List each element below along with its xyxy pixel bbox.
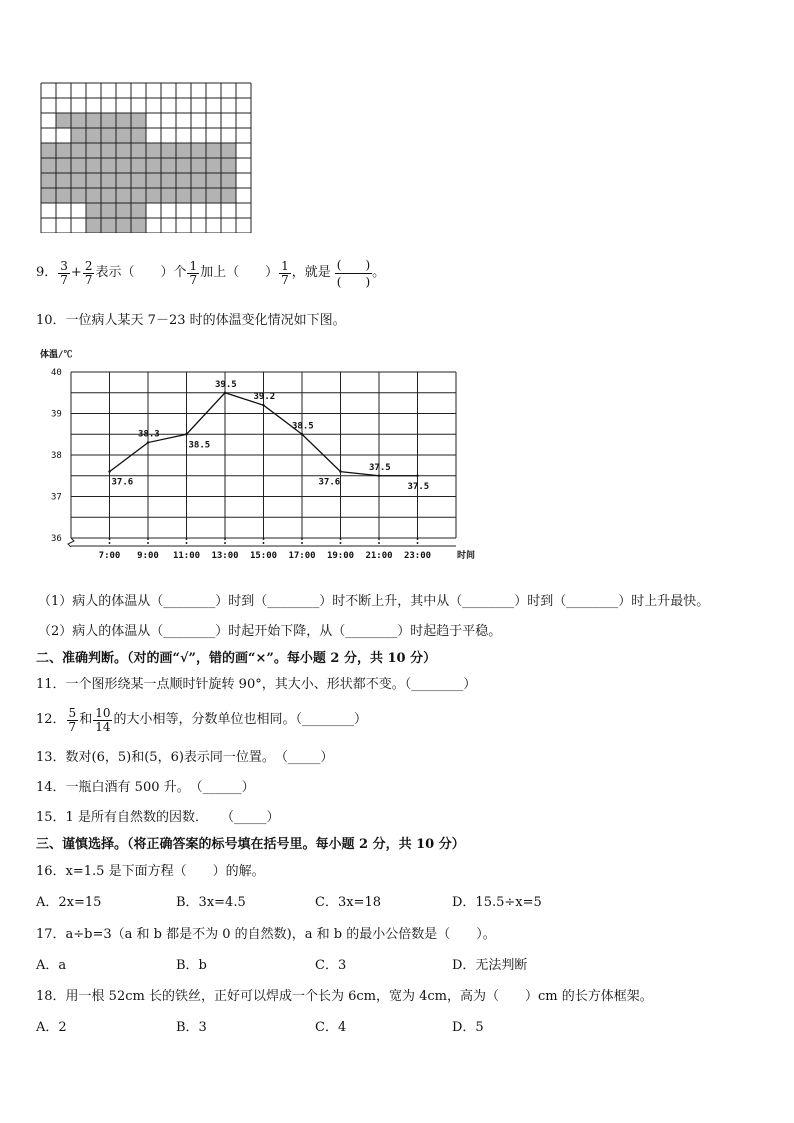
data-point — [224, 392, 226, 394]
question-12 — [36, 702, 367, 738]
shaded-cell — [206, 143, 221, 158]
data-point — [378, 475, 380, 477]
shaded-cell — [86, 158, 101, 173]
x-tick-label: 23:00 — [403, 551, 432, 561]
fraction: $\frac{2}{7}$ — [84, 258, 93, 287]
shaded-cell — [71, 143, 86, 158]
shaded-cell — [86, 203, 101, 218]
shaded-cell — [146, 173, 161, 188]
option-b[interactable]: B．3x=4.5 — [176, 895, 246, 910]
x-tick-label: 9:00 — [137, 551, 159, 561]
question-10-part-1: （1）病人的体温从（________）时到（________）时不断上升，其中从（________）时到（________）时上升最快。 — [38, 594, 710, 609]
shaded-cell — [116, 188, 131, 203]
shaded-cell — [176, 158, 191, 173]
data-point — [339, 470, 341, 472]
x-tick-label: 15:00 — [249, 551, 278, 561]
shaded-cell — [101, 203, 116, 218]
shaded-cell — [131, 173, 146, 188]
shaded-cell — [161, 143, 176, 158]
shaded-cell — [116, 203, 131, 218]
data-label: 37.6 — [318, 477, 341, 488]
question-text: 的大小相等，分数单位也相同。（________） — [113, 712, 367, 727]
shaded-cell — [206, 188, 221, 203]
fraction: $\frac{10}{14}$ — [95, 705, 111, 734]
y-axis-label: 体温/℃ — [40, 350, 73, 360]
option-c[interactable]: C．3 — [315, 958, 347, 973]
shaded-cell — [221, 143, 236, 158]
data-label: 38.5 — [292, 421, 314, 432]
shaded-cell — [191, 173, 206, 188]
shaded-grid-figure — [40, 82, 253, 233]
y-tick-label: 40 — [51, 368, 62, 378]
shaded-cell — [101, 188, 116, 203]
shaded-cell — [101, 158, 116, 173]
option-a[interactable]: A．2 — [36, 1020, 67, 1035]
answer-fraction-blank[interactable]: $\frac{( )}{( )}$ — [336, 257, 371, 289]
shaded-cell — [116, 218, 131, 233]
question-text: ，就是 — [291, 265, 331, 280]
data-point — [108, 470, 110, 472]
shaded-cell — [71, 113, 86, 128]
shaded-cell — [56, 143, 71, 158]
shaded-cell — [131, 128, 146, 143]
shaded-cell — [56, 188, 71, 203]
shaded-cell — [146, 188, 161, 203]
shaded-cell — [161, 158, 176, 173]
shaded-cell — [131, 158, 146, 173]
option-d[interactable]: D．无法判断 — [452, 958, 528, 973]
y-tick-label: 39 — [51, 409, 62, 420]
shaded-cell — [71, 173, 86, 188]
shaded-cell — [221, 173, 236, 188]
x-tick-label: 21:00 — [365, 551, 393, 561]
data-point — [185, 433, 187, 435]
question-10: 10．一位病人某天 7－23 时的体温变化情况如下图。 — [36, 313, 346, 328]
shaded-cell — [71, 158, 86, 173]
shaded-cell — [146, 143, 161, 158]
shaded-cell — [206, 173, 221, 188]
data-point — [301, 433, 303, 435]
question-17: 17．a÷b=3（a 和 b 都是不为 0 的自然数)，a 和 b 的最小公倍数是（ ）。 — [36, 927, 496, 942]
option-a[interactable]: A．2x=15 — [36, 895, 102, 910]
shaded-cell — [71, 128, 86, 143]
option-d[interactable]: D．15.5÷x=5 — [452, 895, 542, 910]
shaded-cell — [86, 218, 101, 233]
temperature-line-chart — [36, 345, 476, 580]
shaded-cell — [101, 173, 116, 188]
shaded-cell — [191, 158, 206, 173]
shaded-cell — [131, 218, 146, 233]
shaded-cell — [131, 143, 146, 158]
shaded-cell — [101, 128, 116, 143]
question-text: 加上（ ） — [200, 265, 279, 280]
question-14: 14．一瓶白酒有 500 升。 （______） — [36, 780, 255, 795]
shaded-cell — [41, 143, 56, 158]
data-label: 37.6 — [111, 477, 134, 488]
shaded-cell — [86, 128, 101, 143]
shaded-cell — [131, 113, 146, 128]
question-9 — [36, 253, 385, 293]
shaded-cell — [176, 143, 191, 158]
x-tick-label: 7:00 — [98, 551, 121, 561]
y-tick-label: 38 — [51, 451, 62, 461]
shaded-cell — [116, 113, 131, 128]
question-11: 11．一个图形绕某一点顺时针旋转 90°，其大小、形状都不变。（________） — [36, 677, 477, 692]
data-label: 38.5 — [188, 440, 211, 451]
option-a[interactable]: A．a — [36, 958, 67, 973]
question-text: 表示（ ）个 — [95, 265, 187, 280]
data-point — [147, 441, 149, 443]
shaded-cell — [86, 113, 101, 128]
fraction: $\frac{3}{7}$ — [60, 258, 68, 287]
option-d[interactable]: D．5 — [452, 1020, 484, 1035]
period: 。 — [372, 265, 386, 280]
section-2-heading: 二、准确判断。（对的画“√”，错的画“×”。每小题 2 分，共 10 分） — [36, 651, 437, 666]
shaded-cell — [161, 173, 176, 188]
option-b[interactable]: B．3 — [176, 1020, 207, 1035]
x-tick-label: 13:00 — [211, 551, 239, 561]
shaded-cell — [41, 173, 56, 188]
shaded-cell — [131, 203, 146, 218]
x-tick-label: 11:00 — [172, 551, 201, 561]
shaded-cell — [101, 113, 116, 128]
question-15: 15．1 是所有自然数的因数． （_____） — [36, 810, 280, 825]
shaded-cell — [221, 188, 236, 203]
question-number: 9． — [36, 265, 58, 280]
x-axis-label: 时间 — [456, 551, 476, 561]
shaded-cell — [41, 188, 56, 203]
x-tick-label: 19:00 — [326, 551, 355, 561]
question-number: 12． — [36, 712, 66, 727]
shaded-cell — [191, 143, 206, 158]
shaded-cell — [56, 158, 71, 173]
shaded-cell — [56, 173, 71, 188]
shaded-cell — [206, 158, 221, 173]
shaded-cell — [191, 188, 206, 203]
y-tick-label: 37 — [51, 492, 62, 503]
data-label: 39.2 — [253, 392, 276, 403]
shaded-cell — [86, 188, 101, 203]
shaded-cell — [101, 218, 116, 233]
shaded-cell — [116, 173, 131, 188]
option-c[interactable]: C．4 — [315, 1020, 347, 1035]
question-10-part-2: （2）病人的体温从（________）时起开始下降，从（________）时起趋于平稳。 — [38, 624, 502, 639]
data-label: 37.5 — [407, 481, 430, 492]
question-16: 16．x=1.5 是下面方程（ ）的解。 — [36, 864, 265, 879]
shaded-cell — [101, 143, 116, 158]
option-c[interactable]: C．3x=18 — [315, 895, 381, 910]
fraction: $\frac{1}{7}$ — [189, 258, 198, 287]
shaded-cell — [41, 158, 56, 173]
data-label: 38.3 — [138, 429, 160, 440]
question-18: 18．用一根 52cm 长的铁丝，正好可以焊成一个长为 6cm，宽为 4cm，高为（ ）cm 的长方体框架。 — [36, 989, 653, 1004]
shaded-cell — [131, 188, 146, 203]
data-label: 37.5 — [369, 462, 391, 473]
shaded-cell — [146, 158, 161, 173]
x-tick-label: 17:00 — [288, 551, 316, 561]
shaded-cell — [86, 173, 101, 188]
shaded-cell — [176, 173, 191, 188]
option-b[interactable]: B．b — [176, 958, 207, 973]
shaded-cell — [116, 128, 131, 143]
fraction: $\frac{1}{7}$ — [281, 258, 289, 287]
shaded-cell — [86, 143, 101, 158]
shaded-cell — [176, 188, 191, 203]
data-label: 39.5 — [215, 379, 237, 390]
shaded-cell — [221, 158, 236, 173]
plus-sign: + — [70, 265, 82, 280]
shaded-cell — [161, 188, 176, 203]
shaded-cell — [71, 188, 86, 203]
y-tick-label: 36 — [51, 534, 62, 544]
question-text: 和 — [79, 712, 93, 727]
data-point — [262, 404, 264, 406]
fraction: $\frac{5}{7}$ — [68, 705, 77, 734]
section-3-heading: 三、谨慎选择。（将正确答案的标号填在括号里。每小题 2 分，共 10 分） — [36, 837, 465, 852]
shaded-cell — [56, 113, 71, 128]
shaded-cell — [116, 158, 131, 173]
shaded-cell — [116, 143, 131, 158]
data-point — [416, 475, 418, 477]
question-13: 13．数对(6，5)和(5，6)表示同一位置。 （_____） — [36, 750, 334, 765]
